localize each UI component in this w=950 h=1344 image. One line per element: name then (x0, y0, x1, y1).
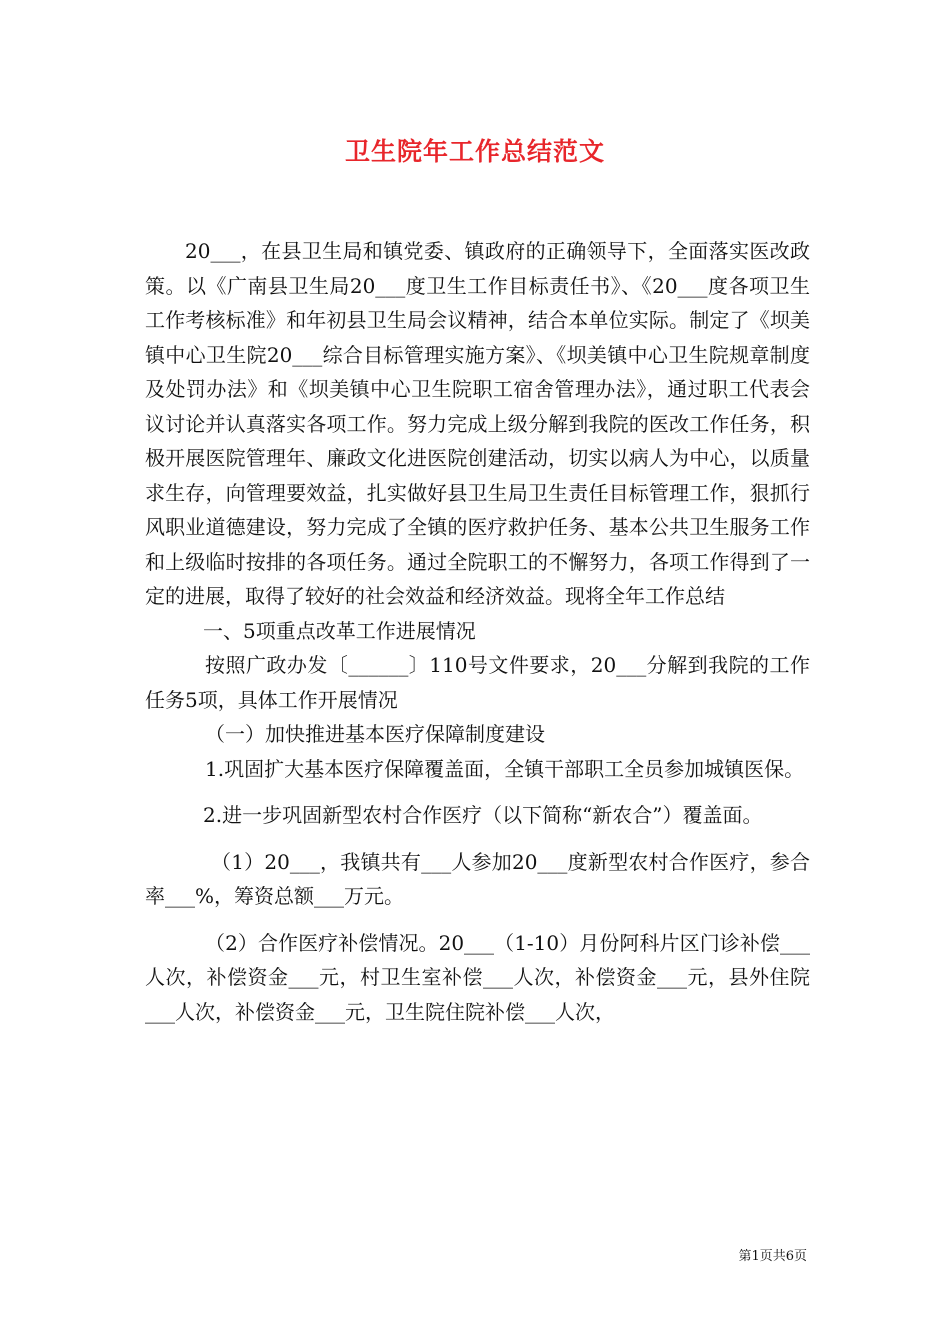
item-paragraph-2: 2.进一步巩固新型农村合作医疗（以下简称“新农合”）覆盖面。 (203, 803, 763, 827)
document-title: 卫生院年工作总结范文 (344, 137, 605, 166)
document-body (145, 234, 810, 1029)
section-paragraph: 按照广政办发〔______〕110号文件要求，20___分解到我院的工作任务5项，具体工作开展情况 (145, 653, 810, 712)
subitem-paragraph-2: （2）合作医疗补偿情况。20___（1-10）月份阿科片区门诊补偿___人次，补偿资金___元，村卫生室补偿___人次，补偿资金___元，县外住院___人次，补偿资金___元，卫生院住院补偿___人次， (145, 930, 810, 1024)
intro-paragraph: 20___，在县卫生局和镇党委、镇政府的正确领导下，全面落实医改政策。以《广南县卫生局20___度卫生工作目标责任书》、《20___度各项卫生工作考核标准》和年初县卫生局会议精神，结合本单位实际。制定了《坝美镇中心卫生院20___综合目标管理实施方案》、《坝美镇中心卫生院规章制度及处罚办法》和《坝美镇中心卫生院职工宿舍管理办法》，通过职工代表会议讨论并认真落实各项工作。努力完成上级分解到我院的医改工作任务，积极开展医院管理年、廉政文化进医院创建活动，切实以病人为中心，以质量求生存，向管理要效益，扎实做好县卫生局卫生责任目标管理工作，狠抓行风职业道德建设，努力完成了全镇的医疗救护任务、基本公共卫生服务工作和上级临时按排的各项任务。通过全院职工的不懈努力，各项工作得到了一定的进展，取得了较好的社会效益和经济效益。现将全年工作总结 (145, 239, 810, 608)
page-number: 第1页共6页 (738, 1249, 807, 1264)
item-paragraph-1: 1.巩固扩大基本医疗保障覆盖面，全镇干部职工全员参加城镇医保。 (205, 756, 805, 781)
section-heading-1: 一、5项重点改革工作进展情况 (203, 618, 476, 643)
subsection-heading-1: （一）加快推进基本医疗保障制度建设 (205, 722, 545, 746)
subitem-paragraph-1: （1）20___，我镇共有___人参加20___度新型农村合作医疗，参合率___%，筹资总额___万元。 (145, 849, 810, 908)
